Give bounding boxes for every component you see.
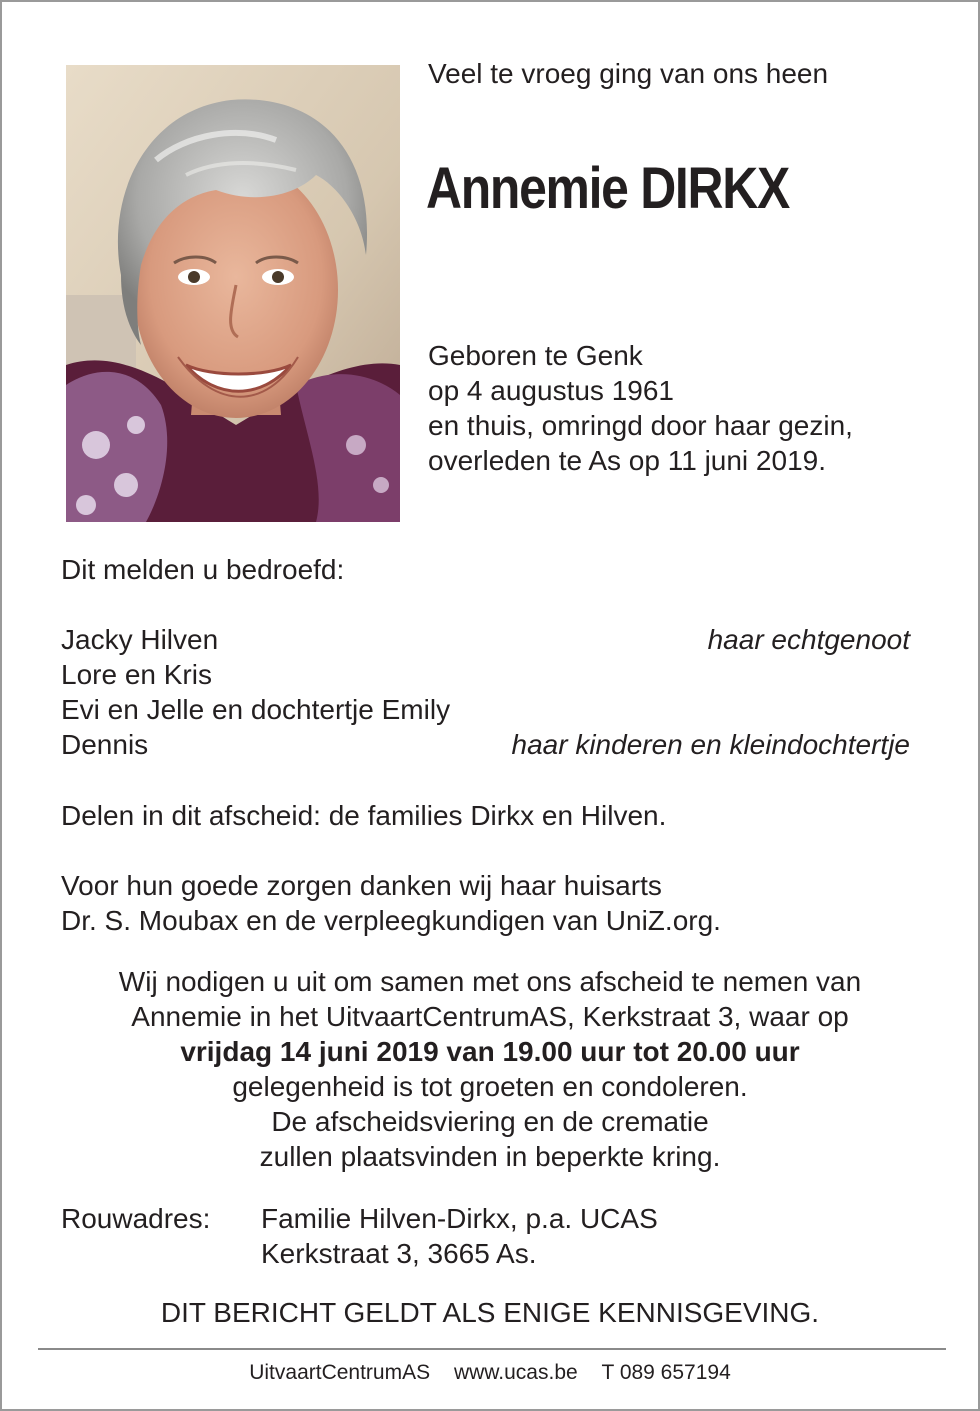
notice-text: DIT BERICHT GELDT ALS ENIGE KENNISGEVING. [160,1297,820,1328]
thanks-line: Voor hun goede zorgen danken wij haar huisarts [61,870,662,901]
announced-by: Dit melden u bedroefd: [61,554,345,585]
invitation-block [2,964,978,1174]
invitation-line: Annemie in het UitvaartCentrumAS, Kerkstraat 3, waar op [131,1001,849,1032]
address-lines [261,1201,658,1271]
birth-line: op 4 augustus 1961 [428,375,674,406]
invitation-line: De afscheidsviering en de crematie [271,1106,709,1137]
birth-death-details [428,338,853,478]
birth-line: en thuis, omringd door haar gezin, [428,410,853,441]
invitation-line: zullen plaatsvinden in beperkte kring. [259,1141,721,1172]
portrait-photo [66,65,400,522]
address-line: Familie Hilven-Dirkx, p.a. UCAS [261,1203,658,1234]
footer [2,1358,978,1388]
family-member-name: Jacky Hilven [61,624,219,655]
invitation-line: Wij nodigen u uit om samen met ons afscheid te nemen van [118,966,862,997]
family-member-name: Dennis [61,729,149,760]
footer-website[interactable]: www.ucas.be [453,1361,578,1384]
footer-company: UitvaartCentrumAS [249,1361,431,1384]
birth-line: Geboren te Genk [428,340,643,371]
address-line: Kerkstraat 3, 3665 As. [261,1238,537,1269]
invitation-date: vrijdag 14 juni 2019 van 19.00 uur tot 20.00 uur [180,1036,800,1067]
deceased-name: Annemie DIRKX [426,156,789,221]
footer-divider [38,1348,946,1350]
birth-line: overleden te As op 11 juni 2019. [428,445,827,476]
family-member-role: haar kinderen en kleindochtertje [511,729,910,760]
footer-phone: T 089 657194 [601,1361,731,1384]
thanks-line: Dr. S. Moubax en de verpleegkundigen van UniZ.org. [61,905,721,936]
invitation-line: gelegenheid is tot groeten en condoleren. [232,1071,748,1102]
family-member-name: Evi en Jelle en dochtertje Emily [61,694,451,725]
address-label: Rouwadres: [61,1203,211,1234]
sharing-text: Delen in dit afscheid: de families Dirkx en Hilven. [61,800,667,831]
family-member-name: Lore en Kris [61,659,212,690]
intro-text: Veel te vroeg ging van ons heen [428,58,829,89]
family-member-role: haar echtgenoot [707,624,910,655]
